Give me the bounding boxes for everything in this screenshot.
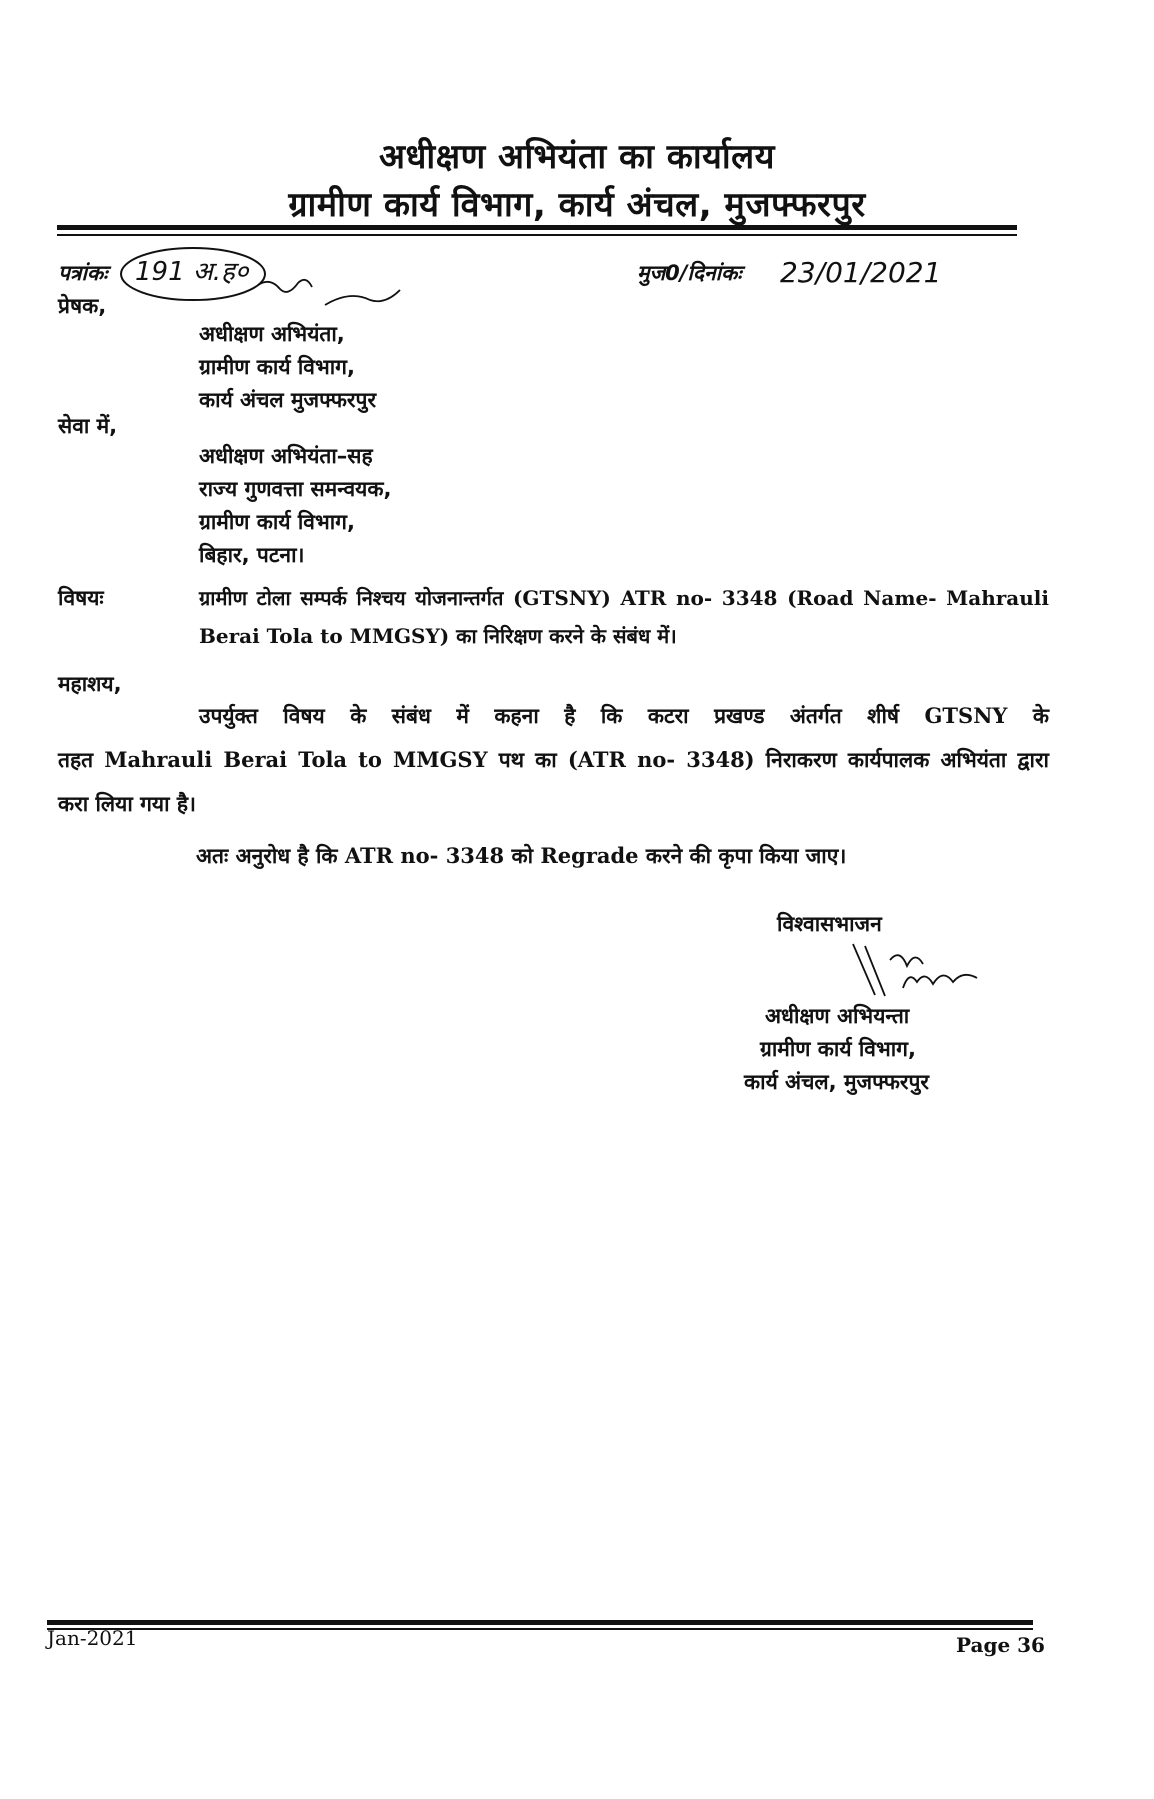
signatory-block — [744, 1000, 930, 1099]
body-para2: अतः अनुरोध है कि ATR no- 3348 को Regrade करने की कृपा किया जाए। — [196, 843, 847, 868]
sender-line: अधीक्षण अभियंता, — [199, 322, 345, 346]
recipient-line: ग्रामीण कार्य विभाग, — [199, 510, 355, 534]
signatory-line: अधीक्षण अभियन्ता — [765, 1004, 910, 1028]
subject-label: विषयः — [58, 586, 104, 610]
header-rule-thin — [57, 234, 1017, 236]
recipient-line: बिहार, पटना। — [199, 543, 305, 567]
footer-date: Jan-2021 — [47, 1626, 138, 1650]
date-label: मुज0/दिनांकः — [637, 261, 742, 285]
sender-line: कार्य अंचल मुजफ्फरपुर — [199, 388, 377, 412]
signatory-line: कार्य अंचल, मुजफ्फरपुर — [744, 1070, 930, 1094]
signatory-line: ग्रामीण कार्य विभाग, — [760, 1037, 916, 1061]
footer-page-number: Page 36 — [956, 1633, 1045, 1657]
recipient-line: राज्य गुणवत्ता समन्वयक, — [199, 477, 392, 501]
date-value: 23/01/2021 — [780, 256, 942, 289]
subject-line-1: ग्रामीण टोला सम्पर्क निश्चय योजनान्तर्गत (GTSNY) ATR no- 3348 (Road Name- Mahrauli — [199, 586, 1049, 610]
footer-rule-thick — [47, 1620, 1033, 1625]
sender-address — [199, 318, 376, 417]
body-para1-line3: करा लिया गया है। — [58, 791, 196, 816]
recipient-line: अधीक्षण अभियंता–सह — [199, 444, 373, 468]
body-para1-line1: उपर्युक्त विषय के संबंध में कहना है कि कटरा प्रखण्ड अंतर्गत शीर्ष GTSNY के — [199, 703, 1049, 728]
salutation: महाशय, — [58, 672, 122, 696]
signature-scribble — [845, 940, 995, 1000]
header-rule-thick — [57, 225, 1017, 230]
recipient-label: सेवा में, — [58, 414, 118, 438]
sender-line: ग्रामीण कार्य विभाग, — [199, 355, 355, 379]
footer-rule-thin — [47, 1628, 1033, 1630]
patrank-label: पत्रांकः — [58, 261, 108, 285]
recipient-address — [199, 440, 391, 572]
patrank-value: 191 अ.ह० — [135, 257, 249, 287]
body-para1-line2: तहत Mahrauli Berai Tola to MMGSY पथ का (ATR no- 3348) निराकरण कार्यपालक अभियंता द्वारा — [58, 747, 1049, 772]
sender-label: प्रेषक, — [58, 294, 107, 318]
letterhead-title: अधीक्षण अभियंता का कार्यालय — [379, 137, 775, 177]
subject-line-2: Berai Tola to MMGSY) का निरिक्षण करने के संबंध में। — [199, 624, 677, 648]
letterhead-subtitle: ग्रामीण कार्य विभाग, कार्य अंचल, मुजफ्फरपुर — [288, 185, 866, 225]
closing-text: विश्वासभाजन — [777, 912, 882, 936]
